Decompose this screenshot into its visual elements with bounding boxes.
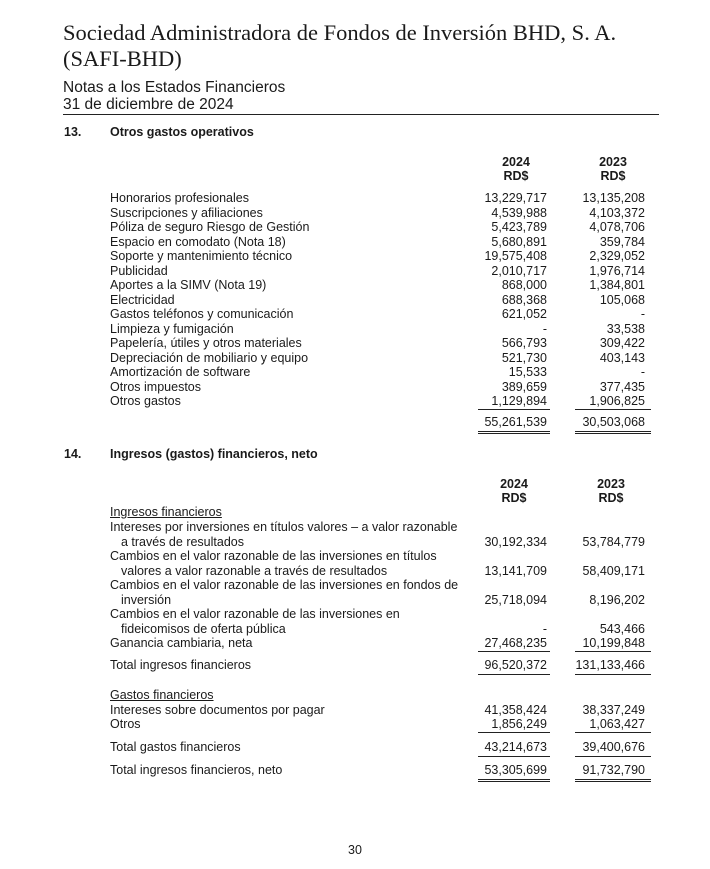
note13-total-rule-2023 [575,431,651,432]
total-gastos-rule-2023 [575,756,651,757]
header-divider [63,114,659,115]
note14-col-2023-currency: RD$ [598,491,624,505]
note13-row-value-2023: 2,329,052 [589,249,645,263]
total-neto-2024: 53,305,699 [484,763,547,777]
intereses-documentos-2024: 41,358,424 [484,703,547,717]
total-ingresos-2024: 96,520,372 [484,658,547,672]
note13-row-value-2024: 5,423,789 [491,220,547,234]
note13-row-value-2023: 403,143 [599,350,645,365]
note13-row-label: Limpieza y fumigación [110,321,234,336]
note13-total-double-rule-2024 [478,433,550,434]
note13-row-value-2023: 4,103,372 [589,205,645,220]
note13-row-value-2024: 15,533 [508,365,547,379]
note13-row-value-2023: - [640,365,645,379]
total-neto-2023: 91,732,790 [582,763,645,777]
ingreso-row-label-line1: Intereses por inversiones en títulos valores – a valor razonable [110,520,458,534]
total-ingresos-rule-2023 [575,674,651,675]
note13-row-label: Aportes a la SIMV (Nota 19) [110,278,267,292]
note13-col-2024-currency: RD$ [503,169,529,183]
note13-total-double-rule-2023 [575,433,651,434]
page-number: 30 [348,843,362,857]
note13-row-label: Otros gastos [110,394,181,408]
intereses-documentos-2023: 38,337,249 [582,703,645,717]
total-gastos-2023: 39,400,676 [582,740,645,754]
note13-row-value-2023: 105,068 [599,292,645,307]
ingreso-row-label-line2: inversión [121,593,172,607]
ingreso-row-value-2024: 13,141,709 [484,564,547,578]
note14-col-2024-year: 2024 [500,477,528,491]
note13-row-value-2024: 1,129,894 [491,394,547,408]
note13-row-label: Honorarios profesionales [110,191,249,205]
ingreso-row-value-2023: 58,409,171 [582,564,645,578]
note13-title: Otros gastos operativos [110,125,254,139]
note13-row-value-2024: 389,659 [501,379,547,394]
document-subtitle: Notas a los Estados Financieros [63,79,286,96]
note13-row-value-2023: - [640,307,645,321]
ingreso-row-value-2024: 25,718,094 [484,593,547,607]
note13-row-label: Suscripciones y afiliaciones [110,205,263,220]
note13-row-value-2024: 5,680,891 [491,234,547,249]
note13-subtotal-rule-2024 [478,409,550,410]
total-neto-double-rule-2024 [478,781,550,782]
note13-total-2024: 55,261,539 [484,415,547,429]
total-neto-label: Total ingresos financieros, neto [110,763,283,777]
note13-row-label: Papelería, útiles y otros materiales [110,336,302,350]
ingreso-row-label-line1: Cambios en el valor razonable de las inversiones en [110,607,400,621]
note13-row-value-2024: - [542,321,547,336]
ingreso-row-label-line1: Cambios en el valor razonable de las inversiones en títulos [110,549,437,563]
total-ingresos-label: Total ingresos financieros [110,658,252,672]
note14-col-2023-year: 2023 [597,477,625,491]
ingresos-subtotal-rule-2023 [575,651,651,652]
note13-col-2023-year: 2023 [599,155,627,169]
note13-subtotal-rule-2023 [575,409,651,410]
note13-row-value-2023: 1,906,825 [589,394,645,408]
total-gastos-label: Total gastos financieros [110,740,241,754]
ingreso-row-label-line2: a través de resultados [121,535,244,549]
note13-row-value-2023: 309,422 [599,336,645,350]
note13-row-value-2024: 19,575,408 [484,249,547,263]
note13-row-value-2024: 521,730 [501,350,547,365]
note13-row-value-2024: 621,052 [501,307,547,321]
note13-row-value-2024: 688,368 [501,292,547,307]
ingreso-row-label-line1: Cambios en el valor razonable de las inversiones en fondos de [110,578,459,592]
note14-number: 14. [64,447,82,461]
note13-row-value-2023: 377,435 [599,379,645,394]
ganancia-cambiaria-label: Ganancia cambiaria, neta [110,636,253,650]
note13-row-label: Electricidad [110,292,175,307]
note13-row-label: Depreciación de mobiliario y equipo [110,350,309,365]
total-neto-double-rule-2023 [575,781,651,782]
note13-row-label: Publicidad [110,263,168,278]
total-neto-rule-2023 [575,779,651,780]
note13-row-label: Póliza de seguro Riesgo de Gestión [110,220,310,234]
note13-row-value-2024: 566,793 [501,336,547,350]
note13-row-label: Amortización de software [110,365,251,379]
note13-row-label: Soporte y mantenimiento técnico [110,249,293,263]
note13-row-label: Otros impuestos [110,379,202,394]
total-gastos-rule-2024 [478,756,550,757]
note13-row-value-2024: 13,229,717 [484,191,547,205]
otros-gastos-fin-label: Otros [110,717,141,731]
note13-number: 13. [64,125,82,139]
note13-row-value-2023: 1,976,714 [589,263,645,278]
note13-row-value-2024: 868,000 [501,278,547,292]
otros-gastos-fin-2024: 1,856,249 [491,717,547,731]
ingreso-row-value-2023: 543,466 [599,622,645,636]
note13-row-value-2023: 33,538 [606,321,645,336]
total-ingresos-rule-2024 [478,674,550,675]
note13-total-2023: 30,503,068 [582,415,645,429]
total-gastos-2024: 43,214,673 [484,740,547,754]
note13-row-label: Gastos teléfonos y comunicación [110,307,294,321]
note14-col-2024-currency: RD$ [501,491,527,505]
gastos-subtotal-rule-2023 [575,732,651,733]
note13-col-2024-year: 2024 [502,155,530,169]
company-name-line2: (SAFI-BHD) [63,46,182,71]
ingreso-row-value-2024: - [542,622,547,636]
note13-row-value-2023: 359,784 [599,234,645,249]
company-name-line1: Sociedad Administradora de Fondos de Inversión BHD, S. A. [63,20,617,45]
ingreso-row-value-2023: 8,196,202 [589,593,645,607]
note13-row-value-2024: 2,010,717 [491,263,547,278]
note14-title: Ingresos (gastos) financieros, neto [110,447,318,461]
otros-gastos-fin-2023: 1,063,427 [589,717,645,731]
note13-total-rule-2024 [478,431,550,432]
ingreso-row-label-line2: fideicomisos de oferta pública [121,622,286,636]
ingresos-financieros-heading: Ingresos financieros [110,505,222,519]
gastos-subtotal-rule-2024 [478,732,550,733]
document-date: 31 de diciembre de 2024 [63,96,234,113]
note13-row-value-2023: 13,135,208 [582,191,645,205]
note13-col-2023-currency: RD$ [600,169,626,183]
ingreso-row-value-2023: 53,784,779 [582,535,645,549]
ganancia-cambiaria-2023: 10,199,848 [582,636,645,650]
total-neto-rule-2024 [478,779,550,780]
gastos-financieros-heading: Gastos financieros [110,688,214,702]
ingreso-row-label-line2: valores a valor razonable a través de resultados [121,564,388,578]
note13-row-value-2023: 4,078,706 [589,220,645,234]
intereses-documentos-label: Intereses sobre documentos por pagar [110,703,325,717]
note13-row-label: Espacio en comodato (Nota 18) [110,234,286,249]
ingresos-subtotal-rule-2024 [478,651,550,652]
note13-row-value-2024: 4,539,988 [491,205,547,220]
note13-row-value-2023: 1,384,801 [589,278,645,292]
ganancia-cambiaria-2024: 27,468,235 [484,636,547,650]
total-ingresos-2023: 131,133,466 [575,658,645,672]
ingreso-row-value-2024: 30,192,334 [484,535,547,549]
